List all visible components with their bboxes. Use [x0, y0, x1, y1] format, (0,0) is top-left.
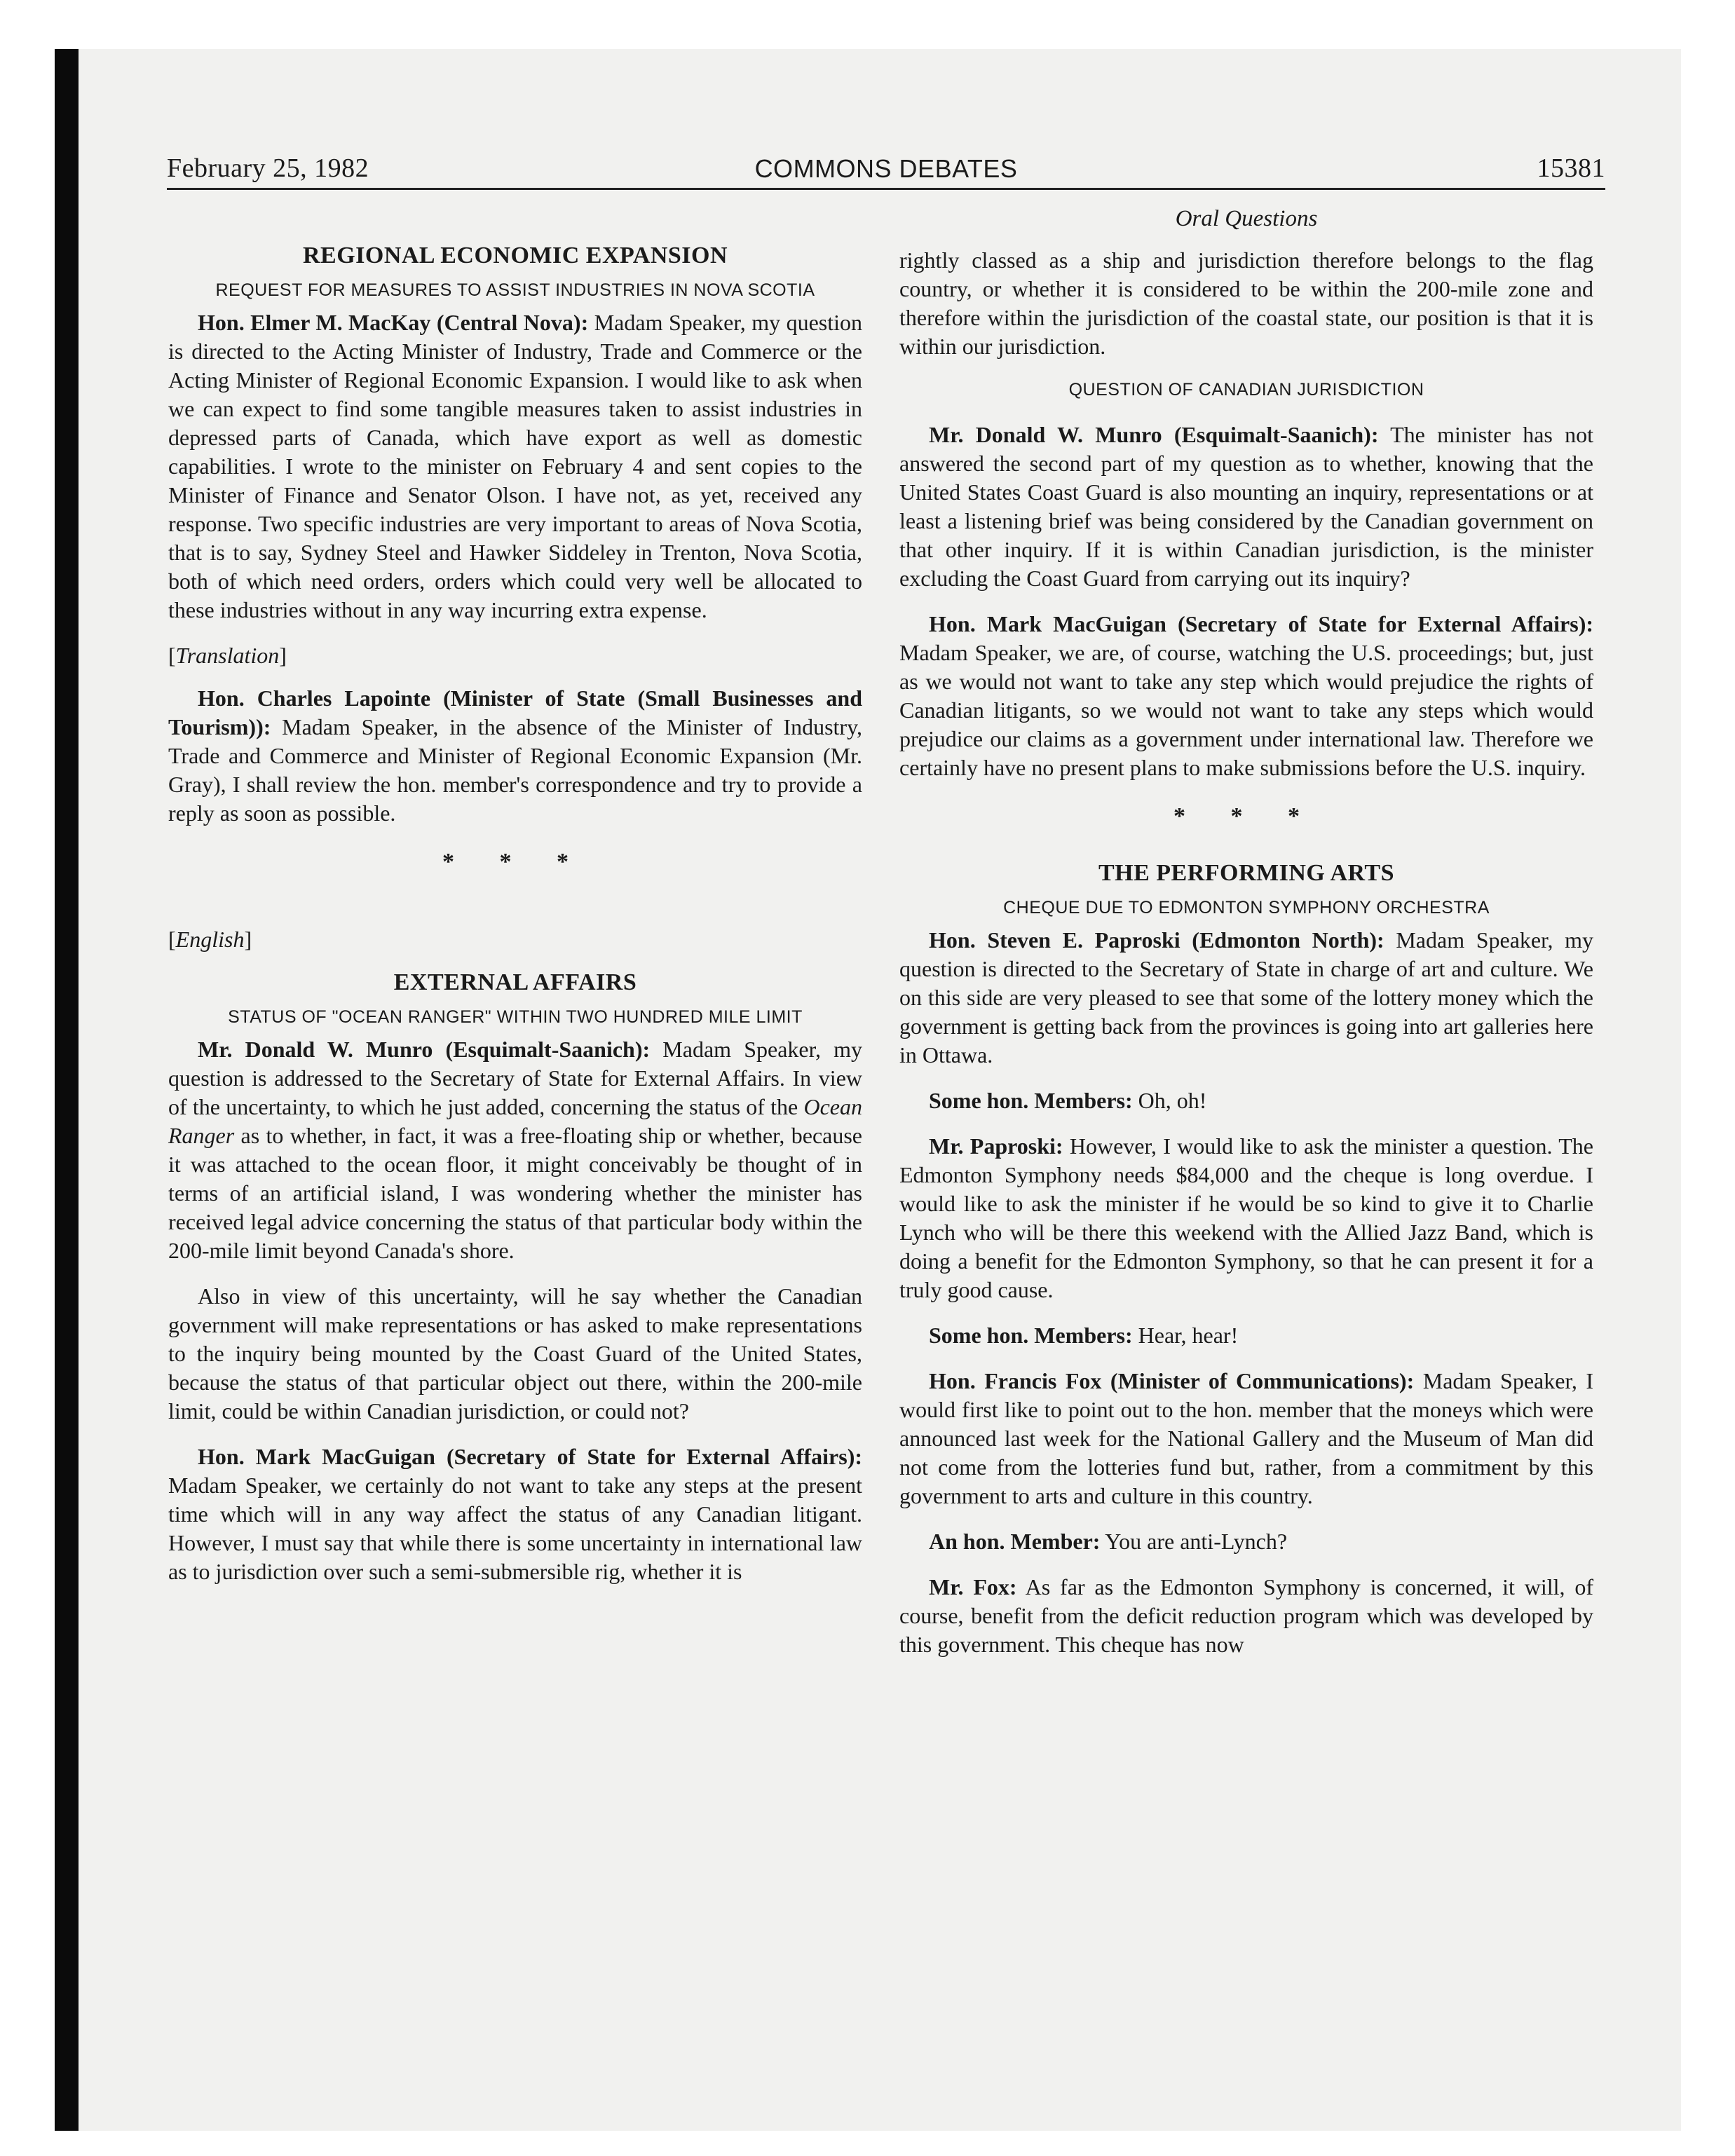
subheading-edmonton-symphony: CHEQUE DUE TO EDMONTON SYMPHONY ORCHESTRA — [1003, 898, 1490, 917]
section-divider: * * * — [1173, 803, 1319, 829]
speech-text: As far as the Edmonton Symphony is concerned, it will, of course, benefit from the deficit reduction program which was developed by this government. This cheque has now — [899, 1574, 1594, 1657]
vessel-name: Ocean Ranger — [168, 1094, 862, 1148]
speech-text: You are anti-Lynch? — [1100, 1529, 1288, 1554]
speaker-name: Hon. Steven E. Paproski (Edmonton North): — [929, 927, 1384, 953]
paragraph-mackay — [168, 308, 862, 625]
paragraph-munro-continued: Also in view of this uncertainty, will he say whether the Canadian government will make representations or has asked to make representations to the inquiry being mounted by the Coast Guard of the United States, because the status of that particular object out there, within the 200-mile limit, could be within Canadian jurisdiction, or could not? — [168, 1283, 862, 1424]
speech-text: Madam Speaker, in the absence of the Minister of Industry, Trade and Commerce and Minister of Regional Economic Expansion (Mr. Gray), I shall review the hon. member's correspondence and try to provide a reply as soon as possible. — [168, 714, 862, 826]
paragraph-fox-2 — [899, 1573, 1593, 1659]
speech-text: However, I would like to ask the minister a question. The Edmonton Symphony needs $84,000 and the cheque is long overdue. I would like to ask the minister if he would be so kind to give it to Charlie Lynch who will be there this weekend with the Allied Jazz Band, which is doing a benefit for the Edmonton Symphony, so that he can present it for a truly good cause. — [899, 1133, 1594, 1302]
language-marker-english: [English] — [168, 927, 252, 952]
speaker-name: Hon. Elmer M. MacKay (Central Nova): — [198, 310, 589, 335]
speaker-name: Mr. Paproski: — [929, 1133, 1063, 1159]
paragraph-continued: rightly classed as a ship and jurisdiction therefore belongs to the flag country, or whether it is considered to be within the 200-mile zone and therefore within the jurisdiction of the coastal state, our position is that it is within our jurisdiction. — [899, 247, 1593, 359]
speaker-name: Some hon. Members: — [929, 1323, 1133, 1348]
subheading-nova-scotia: REQUEST FOR MEASURES TO ASSIST INDUSTRIES IN NOVA SCOTIA — [215, 280, 815, 300]
paragraph-munro — [168, 1035, 862, 1265]
paragraph-interjection-2 — [899, 1321, 1593, 1350]
section-divider: * * * — [442, 849, 588, 875]
speech-text: Madam Speaker, I would first like to point out to the hon. member that the moneys which were announced last week for the National Gallery and the Museum of Man did not come from the lotteries fund but, rather, from a commitment by this government to arts and culture in this country. — [899, 1368, 1594, 1508]
speech-text: The minister has not answered the second part of my question as to whether, knowing that the United States Coast Guard is also mounting an inquiry, representations or at least a listening brief was being considered by the Canadian government on that other inquiry. If it is within Canadian jurisdiction, is the minister excluding the Coast Guard from carrying out its inquiry? — [899, 422, 1593, 591]
paragraph-interjection-3 — [899, 1527, 1593, 1556]
running-head: Oral Questions — [1175, 206, 1318, 231]
speaker-name: An hon. Member: — [929, 1529, 1101, 1554]
section-heading-external: EXTERNAL AFFAIRS — [393, 969, 637, 995]
section-heading-regional: REGIONAL ECONOMIC EXPANSION — [302, 243, 728, 268]
paragraph-lapointe — [168, 684, 862, 828]
speech-text: as to whether, in fact, it was a free-floating ship or whether, because it was attached to the ocean floor, it might conceivably be thought of in terms of an artificial island, I was wondering whether the minister has received legal advice concerning the status of that particular body within the 200-mile limit beyond Canada's shore. — [168, 1123, 862, 1263]
language-marker-translation: [Translation] — [168, 643, 287, 668]
paragraph-paproski-2 — [899, 1132, 1593, 1304]
speaker-name: Hon. Mark MacGuigan (Secretary of State for External Affairs): — [198, 1444, 862, 1469]
speaker-name: Hon. Francis Fox (Minister of Communications): — [929, 1368, 1415, 1393]
header-page-number: 15381 — [1537, 153, 1605, 183]
speech-text: Madam Speaker, my question is addressed to the Secretary of State for External Affairs. In view of the uncertainty, to which he just added, concerning the status of the — [168, 1037, 863, 1119]
paragraph-macguigan-2 — [899, 610, 1593, 782]
speaker-name: Hon. Charles Lapointe (Minister of State (Small Businesses and Tourism)): — [168, 685, 862, 739]
speaker-name: Hon. Mark MacGuigan (Secretary of State for External Affairs): — [929, 611, 1593, 636]
left-column — [168, 200, 862, 1603]
speech-text: Madam Speaker, my question is directed to the Acting Minister of Industry, Trade and Commerce or the Acting Minister of Regional Economic Expansion. I would like to ask when we can expect to find some tangible measures taken to assist industries in depressed parts of Canada, which have export as well as domestic capabilities. I wrote to the minister on February 4 and sent copies to the Minister of Finance and Senator Olson. I have not, as yet, received any response. Two specific industries are very important to areas of Nova Scotia, that is to say, Sydney Steel and Hawker Siddeley in Trenton, Nova Scotia, both of which need orders, orders which could very well be allocated to these industries without in any way incurring extra expense. — [168, 310, 863, 622]
paragraph-macguigan — [168, 1442, 862, 1586]
header-title: COMMONS DEBATES — [754, 154, 1018, 183]
subheading-ocean-ranger: STATUS OF "OCEAN RANGER" WITHIN TWO HUNDRED MILE LIMIT — [228, 1007, 803, 1027]
speech-text: Madam Speaker, my question is directed to the Secretary of State in charge of art and culture. We on this side are very pleased to see that some of the lottery money which the government is getting back from the provinces is going into art galleries here in Ottawa. — [899, 927, 1593, 1067]
section-heading-performing-arts: THE PERFORMING ARTS — [1098, 860, 1394, 886]
speaker-name: Mr. Donald W. Munro (Esquimalt-Saanich): — [198, 1037, 651, 1062]
page-header — [167, 149, 1605, 190]
header-date: February 25, 1982 — [167, 153, 369, 183]
subheading-jurisdiction: QUESTION OF CANADIAN JURISDICTION — [1068, 380, 1424, 400]
paragraph-fox — [899, 1367, 1593, 1510]
speech-text: Oh, oh! — [1132, 1088, 1207, 1113]
right-column — [899, 200, 1593, 1676]
speech-text: Madam Speaker, we certainly do not want to take any steps at the present time which will in any way affect the status of any Canadian litigant. However, I must say that while there is some uncertainty in international law as to jurisdiction over such a semi-submersible rig, whether it is — [168, 1473, 862, 1584]
speaker-name: Mr. Donald W. Munro (Esquimalt-Saanich): — [929, 422, 1379, 447]
paragraph-interjection-1 — [899, 1086, 1593, 1115]
paragraph-munro-2 — [899, 421, 1593, 593]
speaker-name: Mr. Fox: — [929, 1574, 1017, 1599]
speech-text: Madam Speaker, we are, of course, watching the U.S. proceedings; but, just as we would not want to take any step which would prejudice the rights of Canadian litigants, so we would not want to take any steps which would prejudice our claims as a government under international law. Therefore we certainly have no present plans to make submissions before the U.S. inquiry. — [899, 640, 1593, 780]
speech-text: Hear, hear! — [1132, 1323, 1239, 1348]
scan-edge — [55, 49, 79, 2131]
speaker-name: Some hon. Members: — [929, 1088, 1133, 1113]
paragraph-paproski — [899, 926, 1593, 1070]
